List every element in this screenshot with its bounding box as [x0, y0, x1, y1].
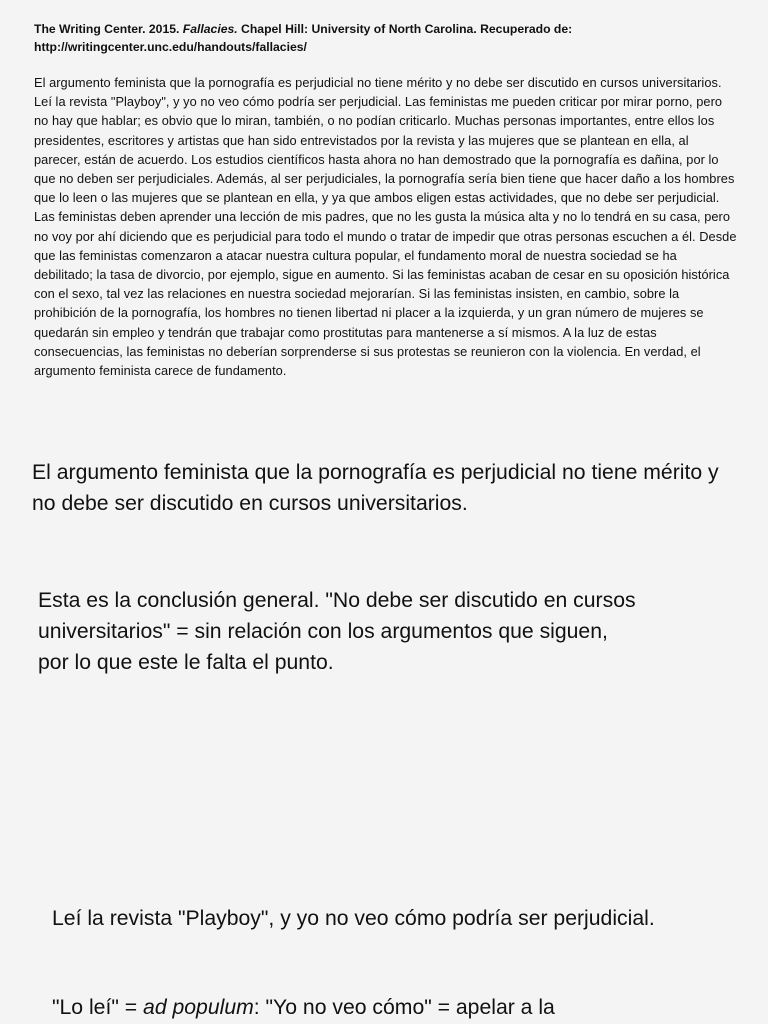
citation-url: http://writingcenter.unc.edu/handouts/fallacies/	[34, 40, 307, 54]
quoted-claim-1: El argumento feminista que la pornografía es perjudicial no tiene mérito y no debe ser discutido en cursos universitarios.	[32, 461, 719, 515]
citation-publisher: Chapel Hill: University of North Carolina. Recuperado de:	[237, 22, 573, 36]
analysis-comment-1: Esta es la conclusión general. "No debe ser discutido en cursos universitarios" = sin relación con los argumentos que siguen, por lo que este le falta el punto.	[38, 589, 636, 674]
quoted-claim-2: Leí la revista "Playboy", y yo no veo cómo podría ser perjudicial.	[52, 907, 655, 930]
analysis-comment-2-part-c: : "Yo no veo cómo" = apelar a la	[253, 996, 555, 1019]
citation-author: The Writing Center. 2015.	[34, 22, 183, 36]
citation-work-title: Fallacies.	[182, 22, 238, 36]
analysis-comment-2-term: ad populum	[143, 996, 254, 1019]
source-passage: El argumento feminista que la pornografía es perjudicial no tiene mérito y no debe ser discutido en cursos universitarios. Leí la revista "Playboy", y yo no veo cómo podría ser perjudicial. Las feministas me pueden criticar por mirar porno, pero no hay que hablar; es obvio que lo miran, también, o no podían criticarlo. Muchas personas importantes, entre ellos los presidentes, escritores y artistas que han sido entrevistados por la revista y las mujeres que se plantean en ella, al parecer, están de acuerdo. Los estudios científicos hasta ahora no han demostrado que la pornografía es dañina, por lo que no deben ser perjudiciales. Además, al ser perjudiciales, la pornografía sería bien tiene que hacer daño a los hombres que lo leen o las mujeres que se plantean en ella, y ya que ambos eligen estas actividades, que no debe ser perjudicial. Las feministas deben aprender una lección de mis padres, que no les gusta la música alta y no lo tendrá en su casa, pero no voy por ahí diciendo que es perjudicial para todo el mundo o tratar de impedir que otras personas escuchen a él. Desde que las feministas comenzaron a atacar nuestra cultura popular, el fundamento moral de nuestra sociedad se ha debilitado; la tasa de divorcio, por ejemplo, sigue en aumento. Si las feministas acaban de cesar en su oposición histórica con el sexo, tal vez las relaciones en nuestra sociedad mejorarían. Si las feministas insisten, en cambio, sobre la prohibición de la pornografía, los hombres no tienen libertad ni placer a la izquierda, y un gran número de mujeres se quedarán sin empleo y tendrán que trabajar como prostitutas para mantenerse a sí mismos. A la luz de estas consecuencias, las feministas no deberían sorprenderse si sus protestas se reunieron con la violencia. En verdad, el argumento feminista carece de fundamento.	[34, 75, 737, 379]
citation	[34, 20, 734, 56]
analysis-comment-2-part-a: "Lo leí" =	[52, 996, 144, 1019]
analysis-comment-2	[52, 992, 752, 1023]
